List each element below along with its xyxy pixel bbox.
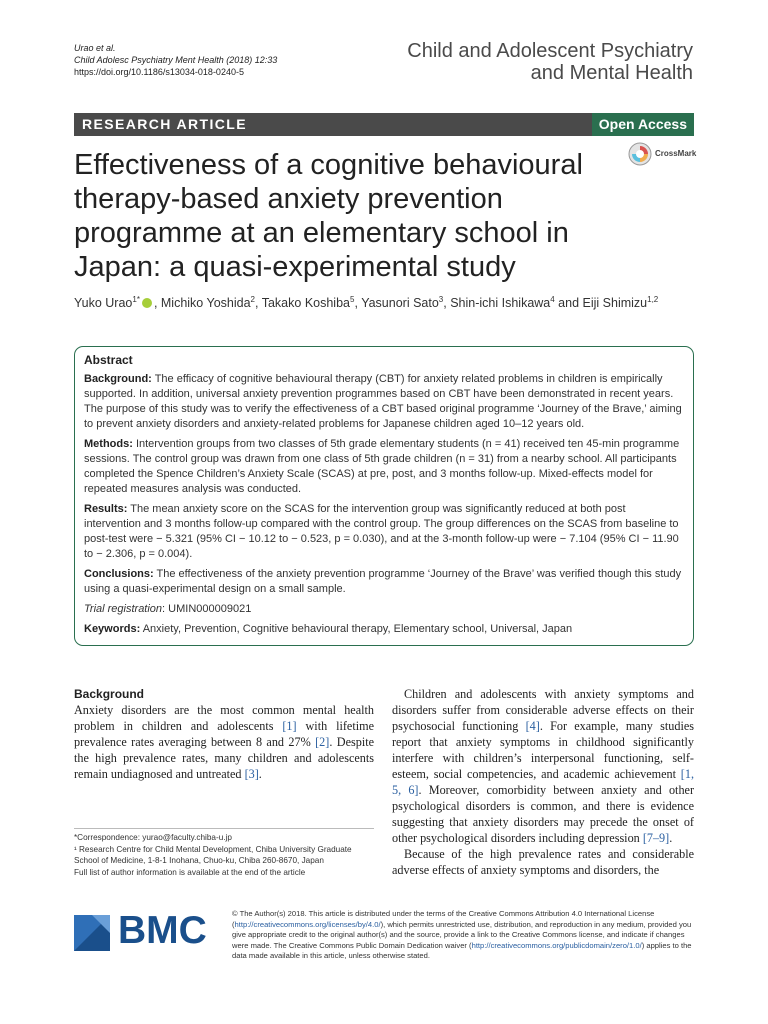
crossmark-badge[interactable]: [628, 142, 698, 168]
body-paragraph: [392, 686, 694, 846]
author-affiliation: 5: [350, 295, 355, 304]
body-text: .: [258, 767, 262, 781]
citation-link[interactable]: [3]: [244, 767, 259, 781]
body-paragraph: Because of the high prevalence rates and considerable adverse effects of anxiety symptoms and disorders, the: [392, 847, 694, 877]
crossmark-label: CrossMark: [655, 149, 697, 158]
authors-short: Urao et al.: [74, 43, 116, 53]
keywords-label: Keywords:: [84, 623, 141, 635]
abstract-box: [74, 346, 694, 646]
body-text: Children and adolescents with anxiety symptoms and disorders suffer from considerable adverse effects on their psychosocial functioning: [392, 687, 694, 733]
orcid-icon[interactable]: [142, 298, 152, 308]
abstract-results-label: Results:: [84, 503, 128, 515]
full-author-info-note: Full list of author information is available at the end of the article: [74, 867, 306, 877]
journal-citation: Child Adolesc Psychiatry Ment Health (2018) 12:33: [74, 55, 278, 65]
author-name[interactable]: Yuko Urao: [74, 296, 133, 311]
open-access-badge: Open Access: [592, 113, 694, 136]
body-column-left: [74, 686, 374, 782]
body-text: . Moreover, comorbidity between anxiety and other psychological disorders is common, and there is evidence suggesting that anxiety disorders may precede the onset of other psychological disorders including depression: [392, 783, 694, 845]
license-statement: [232, 909, 694, 962]
footnote: [74, 828, 374, 878]
body-text: .: [669, 831, 673, 845]
body-text: Anxiety disorders are the most common mental health problem in children and adolescents: [74, 703, 374, 733]
body-text: . Despite the high prevalence rates, many children and adolescents remain undiagnosed and untreated: [74, 735, 374, 781]
abstract-conclusions-label: Conclusions:: [84, 568, 154, 580]
body-column-right: [392, 686, 694, 878]
section-heading-background: Background: [74, 687, 145, 701]
body-text: with lifetime prevalence rates averaging between 8 and 27%: [74, 719, 374, 749]
citation-link[interactable]: [1, 5, 6]: [392, 767, 694, 797]
doi-link[interactable]: https://doi.org/10.1186/s13034-018-0240-5: [74, 67, 244, 77]
author-name[interactable]: Takako Koshiba: [261, 296, 350, 311]
abstract-background-text: The efficacy of cognitive behavioural therapy (CBT) for anxiety related problems in children is empirically supported. In addition, universal anxiety prevention programmes based on CBT have been demonstrated in recent years. The purpose of this study was to verify the effectiveness of a CBT based original programme ‘Journey of the Brave,’ aiming to prevent anxiety disorders and anxiety-related problems for Japanese children aged 10–12 years old.: [84, 373, 682, 430]
abstract-results: [84, 502, 684, 562]
abstract-background: [84, 372, 684, 432]
bmc-logo: [74, 911, 219, 951]
citation-link[interactable]: [4]: [525, 719, 540, 733]
author-affiliation: 4: [550, 295, 555, 304]
keywords: [84, 622, 684, 637]
author-name[interactable]: Eiji Shimizu: [582, 296, 648, 311]
author-name[interactable]: Yasunori Sato: [361, 296, 439, 311]
trial-id: : UMIN000009021: [162, 603, 252, 615]
citation-link[interactable]: [1]: [282, 719, 297, 733]
license-text: ) applies to the data made available in this article, unless otherwise stated.: [232, 940, 692, 960]
body-text: . For example, many studies report that anxiety symptoms in childhood significantly interfere with children’s interpersonal functioning, self-esteem, social competencies, and academic achievement: [392, 719, 694, 781]
abstract-heading: Abstract: [84, 353, 133, 367]
journal-name: [373, 40, 693, 84]
article-meta: [74, 42, 277, 78]
abstract-conclusions: [84, 567, 684, 597]
affiliation: ¹ Research Centre for Child Mental Development, Chiba University Graduate School of Medicine, 1-8-1 Inohana, Chuo-ku, Chiba 260-8670, Japan: [74, 844, 352, 865]
journal-name-line1: Child and Adolescent Psychiatry: [407, 40, 693, 62]
author-affiliation: 3: [438, 295, 444, 304]
abstract-results-text: The mean anxiety score on the SCAS for the intervention group was significantly reduced at both post intervention and 3 months follow-up compared with the control group. The group differences on the SCAS from baseline to post-test were − 5.321 (95% CI − 10.12 to − 0.523, p = 0.030), and at the 3-month follow-up were − 7.104 (95% CI − 11.90 to − 2.306, p = 0.004).: [84, 503, 679, 560]
bmc-logo-text: BMC: [118, 909, 207, 952]
license-link[interactable]: http://creativecommons.org/licenses/by/4.0/: [234, 919, 381, 929]
trial-label: Trial registration: [84, 603, 163, 615]
author-affiliation: 1,2: [647, 295, 659, 304]
author-affiliation: 2: [250, 295, 255, 304]
abstract-methods: [84, 437, 684, 497]
author-name[interactable]: Michiko Yoshida: [160, 296, 251, 311]
license-text: © The Author(s) 2018. This article is distributed under the terms of the Creative Commons Attribution 4.0 International License (: [232, 909, 655, 929]
abstract-methods-label: Methods:: [84, 438, 133, 450]
body-paragraph: [74, 702, 374, 782]
public-domain-link[interactable]: http://creativecommons.org/publicdomain/zero/1.0/: [471, 940, 642, 950]
article-type-banner: [74, 113, 694, 136]
license-text: ), which permits unrestricted use, distribution, and reproduction in any medium, provided you give appropriate credit to the original author(s) and the source, provide a link to the Creative Commons license, and indicate if changes were made. The Creative Commons Public Domain Dedication waiver (: [232, 919, 692, 950]
correspondence: *Correspondence: yurao@faculty.chiba-u.jp: [74, 833, 232, 842]
citation-link[interactable]: [2]: [315, 735, 330, 749]
trial-registration: [84, 602, 684, 617]
author-affiliation: 1*: [132, 295, 140, 304]
abstract-methods-text: Intervention groups from two classes of 5th grade elementary students (n = 41) received ten 45-min programme sessions. The control group was drawn from one class of 5th grade children (n = 31) from a nearby school. All participants completed the Spence Children’s Anxiety Scale (SCAS) at pre, post, and 3 months follow-up. Mixed-effects model for repeated measures analysis was conducted.: [84, 438, 680, 495]
journal-name-line2: and Mental Health: [530, 62, 693, 84]
author-name[interactable]: Shin-ichi Ishikawa: [450, 296, 551, 311]
keywords-text: Anxiety, Prevention, Cognitive behavioural therapy, Elementary school, Universal, Japan: [142, 623, 573, 635]
abstract-conclusions-text: The effectiveness of the anxiety prevention programme ‘Journey of the Brave’ was verified though this study using a quasi-experimental design on a small sample.: [84, 568, 682, 595]
abstract-background-label: Background:: [84, 373, 152, 385]
citation-link[interactable]: [7–9]: [642, 831, 670, 845]
article-type-label: RESEARCH ARTICLE: [82, 116, 247, 132]
author-list: Yuko Urao$^{1*}$ , Michiko Yoshida$^2$, Takako Koshiba$^5$, Yasunori Sato$^3$, Shin-ichi Ishikawa$^4$ and Eiji Shimizu$^{1,2}$: [74, 295, 659, 311]
article-title: Effectiveness of a cognitive behavioural therapy-based anxiety prevention programme at an elementary school in Japan: a quasi-experimental study: [74, 149, 583, 283]
